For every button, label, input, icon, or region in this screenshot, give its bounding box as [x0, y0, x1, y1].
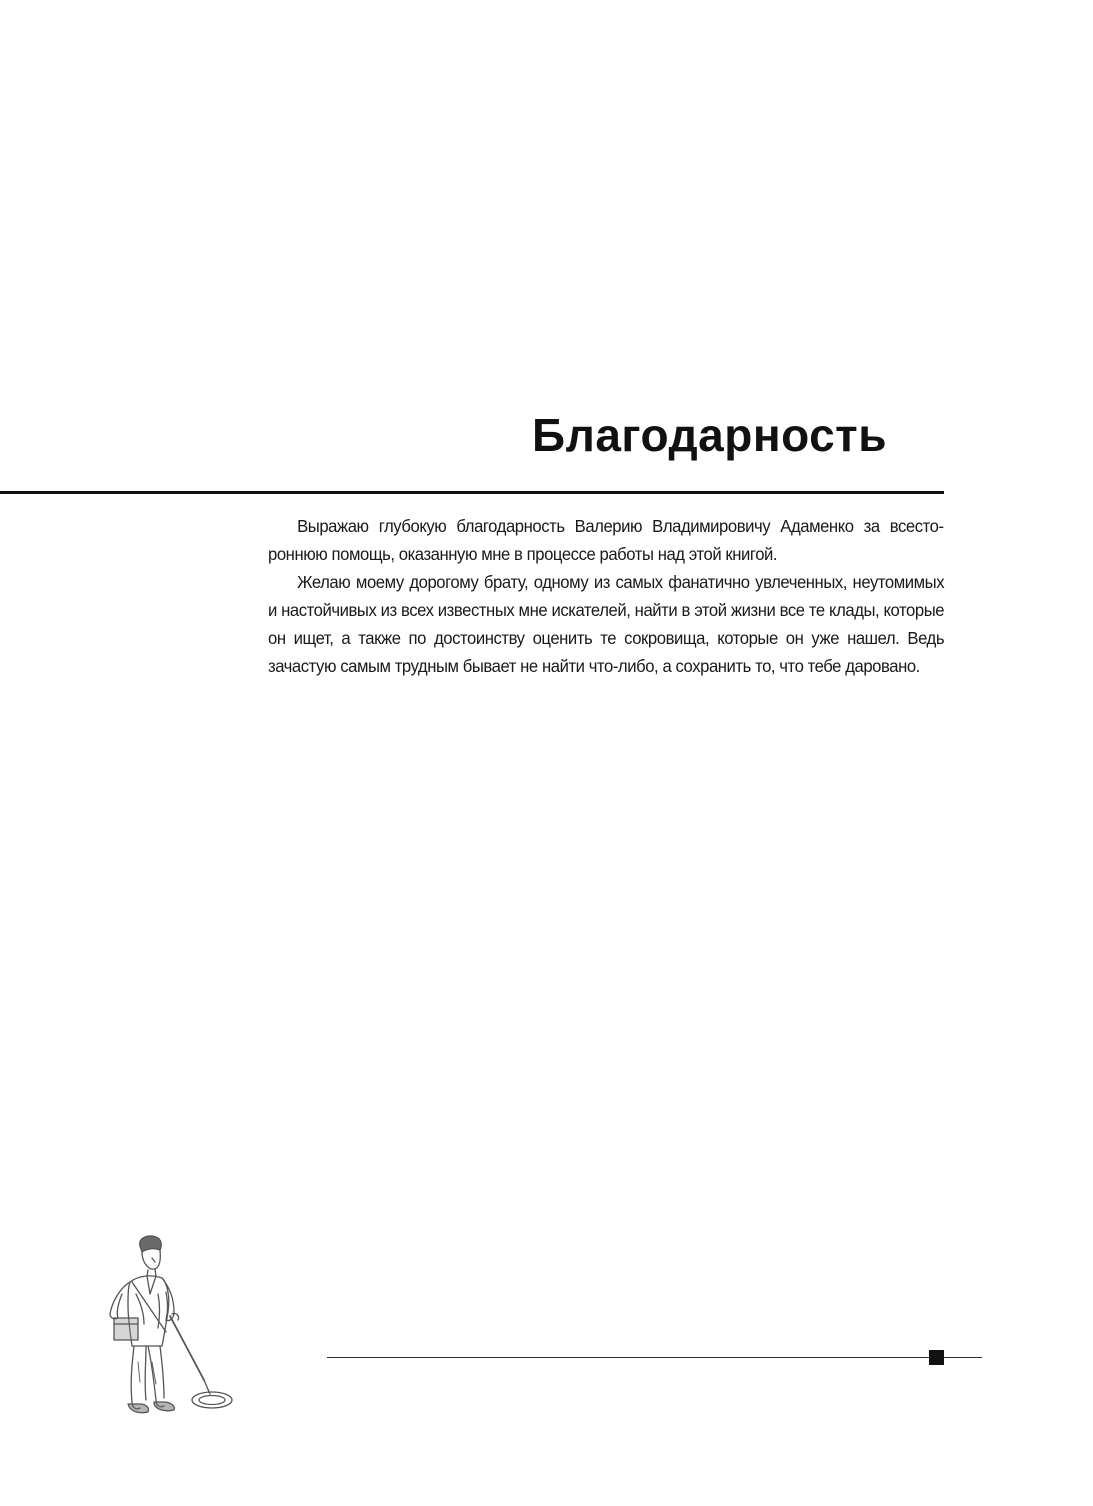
- footer-square-marker: [929, 1350, 944, 1365]
- paragraph-wishes: Желаю моему дорогому брату, одному из самых фанатично увлеченных, неутомимых и настойчивых из всех известных мне искателей, найти в этой жизни все те клады, которые он ищет, а также по достоинству оценить те сокровища, которые он уже нашел. Ведь зачастую самым трудным бывает не найти что-либо, а сохранить то, что тебе даровано.: [268, 572, 945, 676]
- chapter-title: Благодарность: [532, 409, 887, 461]
- body-text: [268, 512, 944, 680]
- title-rule: [0, 491, 944, 494]
- metal-detector-man-icon: [92, 1232, 252, 1422]
- footer-rule: [327, 1357, 982, 1358]
- paragraph-gratitude: Выражаю глубокую благодарность Валерию Владимировичу Адаменко за всестороннюю помощь, оказанную мне в процессе работы над этой книгой.: [268, 516, 945, 564]
